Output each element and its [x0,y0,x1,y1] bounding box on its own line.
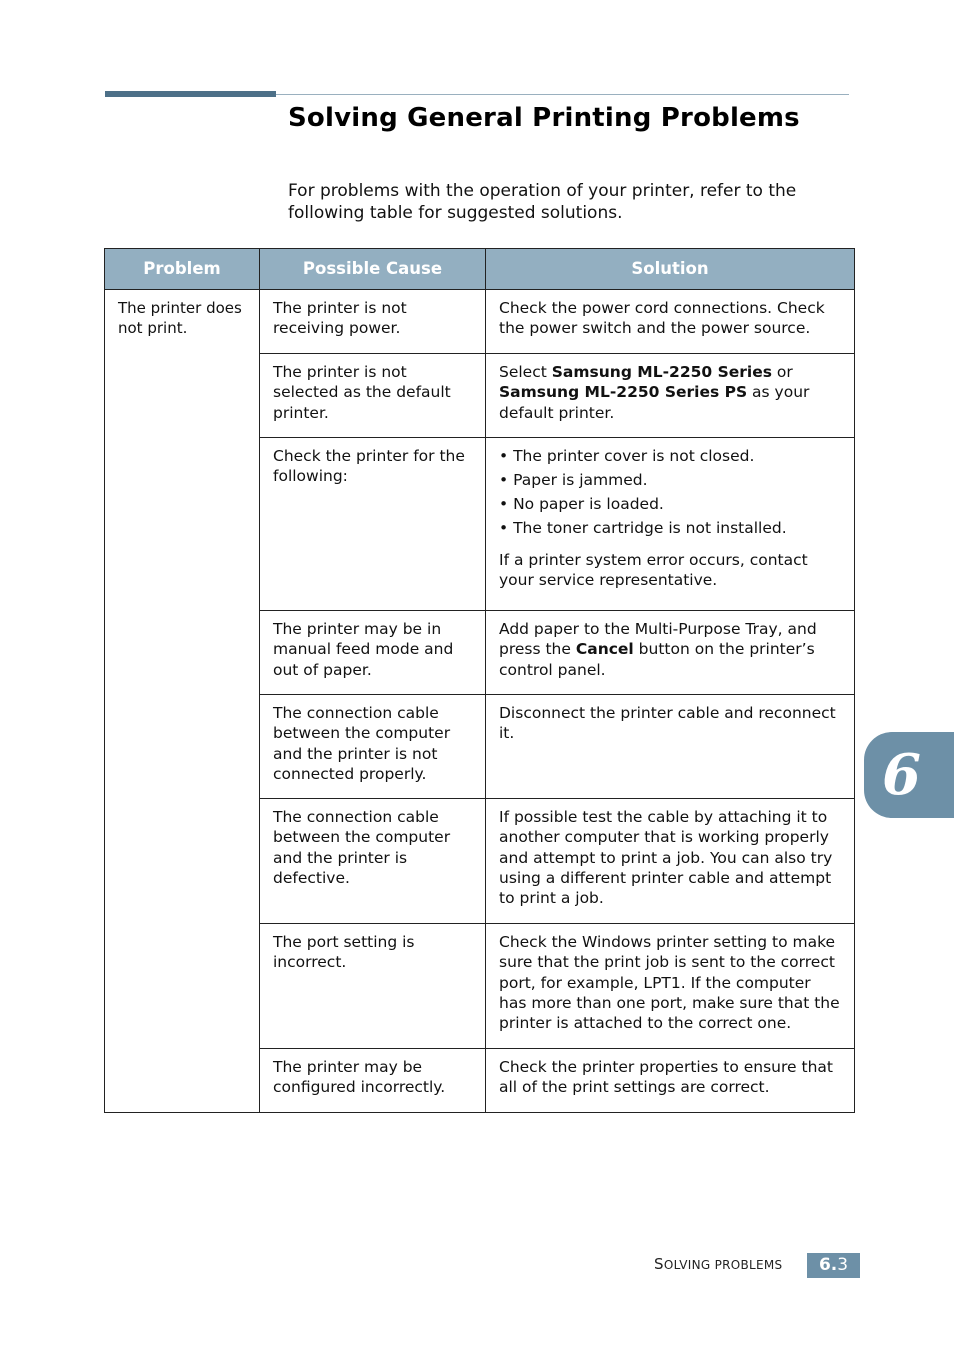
solution-text: Add paper to the Multi-Purpose Tray, and press the [499,620,817,659]
footer-section-label [654,1255,782,1273]
cause-cell: The printer may be in manual feed mode and out of paper. [260,611,486,695]
cause-cell: The printer is not receiving power. [260,290,486,354]
troubleshooting-table [104,248,855,1113]
intro-paragraph: For problems with the operation of your printer, refer to the following table for suggested solutions. [288,181,797,223]
header-solution: Solution [486,249,855,290]
table-row [105,290,855,354]
page-chapter: 6. [818,1255,838,1275]
chapter-tab [864,732,954,818]
solution-text: button on the printer’s control panel. [499,640,815,679]
solution-cell [486,438,855,611]
solution-cell: Check the power cord connections. Check the power switch and the power source. [486,290,855,354]
cause-cell: The connection cable between the computer and the printer is defective. [260,799,486,924]
solution-cell [486,611,855,695]
problem-cell: The printer does not print. [105,290,260,1113]
list-item: • Paper is jammed. [499,470,842,490]
list-item: • No paper is loaded. [499,494,842,514]
product-name-ps: Samsung ML-2250 Series PS [499,383,748,402]
cause-cell: The printer is not selected as the default printer. [260,354,486,438]
cause-cell: Check the printer for the following: [260,438,486,611]
solution-cell: Check the printer properties to ensure that all of the print settings are correct. [486,1049,855,1113]
table-header-row [105,249,855,290]
solution-text: as your default printer. [499,383,810,422]
cause-cell: The printer may be configured incorrectly. [260,1049,486,1113]
solution-cell: Check the Windows printer setting to make sure that the print job is sent to the correct port, for example, LPT1. If the computer has more than one port, make sure that the printer is attached to the correct one. [486,924,855,1049]
list-item: • The printer cover is not closed. [499,446,842,466]
solution-cell [486,354,855,438]
footer-label-initial: S [654,1255,664,1273]
cause-cell: The connection cable between the computer and the printer is not connected properly. [260,695,486,799]
page-number-badge [807,1253,860,1278]
header-rule-thin [276,94,849,95]
page-number: 3 [837,1255,849,1275]
checklist [499,446,842,538]
solution-text: or [771,363,793,381]
footer-label-rest: OLVING PROBLEMS [663,1258,783,1272]
service-note: If a printer system error occurs, contact your service representative. [499,551,808,590]
header-possible-cause: Possible Cause [260,249,486,290]
list-item: • The toner cartridge is not installed. [499,518,842,538]
cause-cell: The port setting is incorrect. [260,924,486,1049]
solution-cell: If possible test the cable by attaching it to another computer that is working properly and attempt to print a job. You can also try using a different printer cable and attempt to print a job. [486,799,855,924]
solution-text: Select [499,363,552,381]
header-problem: Problem [105,249,260,290]
cancel-button-name: Cancel [575,640,634,659]
page-title: Solving General Printing Problems [288,103,800,133]
chapter-number: 6 [882,742,921,808]
header-rule-thick [105,91,276,97]
solution-cell: Disconnect the printer cable and reconnect it. [486,695,855,799]
product-name: Samsung ML-2250 Series [551,363,772,381]
